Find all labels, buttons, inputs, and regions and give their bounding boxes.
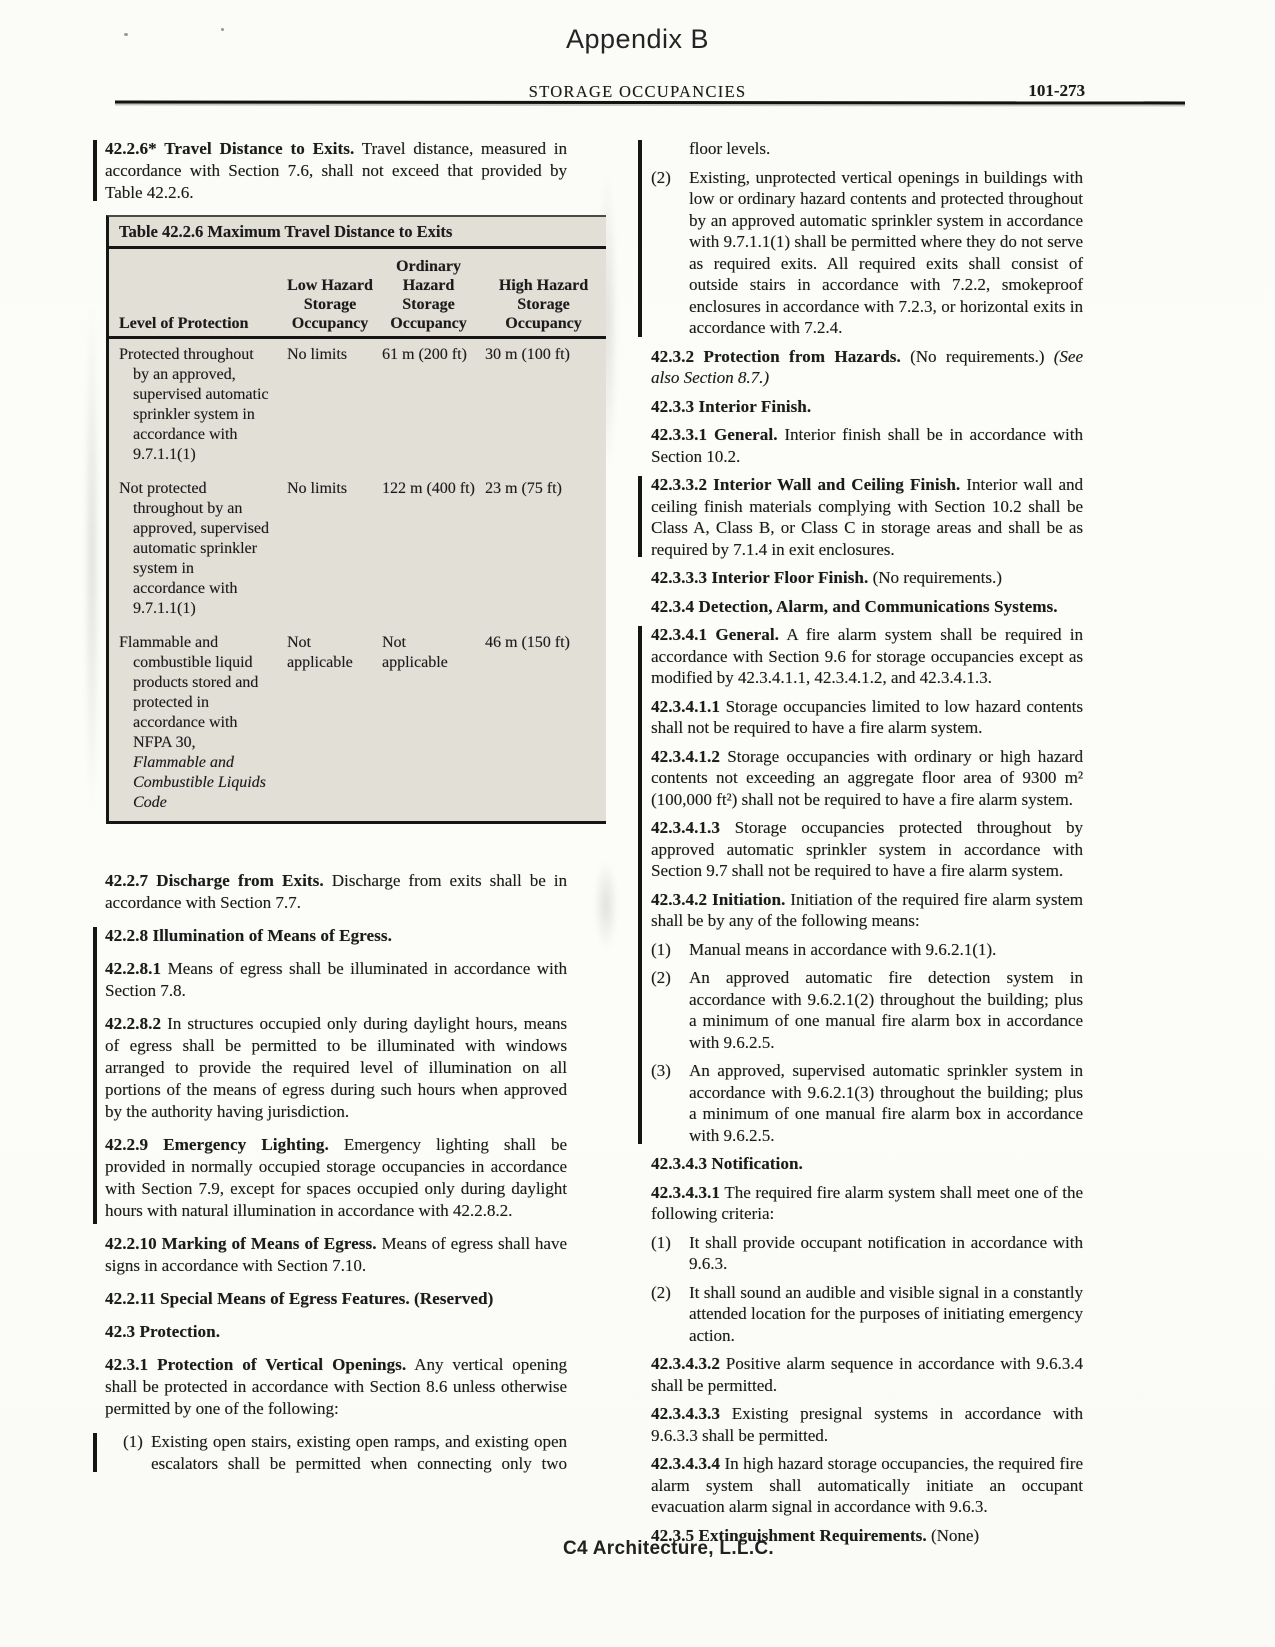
- section-head: 42.2.6* Travel Distance to Exits.: [105, 139, 355, 158]
- section-body: (No requirements.): [910, 346, 1045, 366]
- section-42-3-4-3-4: [651, 1453, 1083, 1518]
- running-header-title: STORAGE OCCUPANCIES: [528, 82, 747, 101]
- section-head: 42.2.8.2: [105, 1014, 162, 1033]
- section-42-3-3: [651, 396, 1083, 418]
- cell-low-hazard: Not applicable: [287, 634, 353, 671]
- cell-level-of-protection: [109, 479, 279, 619]
- section-head: 42.3.4.1 General.: [651, 625, 779, 644]
- change-block: [105, 925, 567, 1233]
- footer-credit: C4 Architecture, L.L.C.: [562, 1538, 774, 1559]
- table-title: Table 42.2.6 Maximum Travel Distance to Exits: [109, 217, 606, 249]
- col-header-level-of-protection: Level of Protection: [119, 315, 249, 332]
- list-number: (2): [651, 968, 671, 987]
- col-header-low-hazard: Low Hazard Storage Occupancy: [287, 277, 373, 332]
- change-block: [651, 138, 1083, 346]
- cell-level-of-protection: [109, 633, 279, 813]
- section-body: Storage occupancies with ordinary or high hazard contents not exceeding an aggregate floor area of 9300 m² (100,000 ft²) shall not be required to have a fire alarm system.: [651, 746, 1083, 809]
- list-number: (1): [651, 939, 671, 959]
- change-block: [651, 624, 1083, 1153]
- section-42-3-4-1-2: [651, 746, 1083, 811]
- section-body: Existing presignal systems in accordance with 9.6.3.3 shall be permitted.: [651, 1404, 1084, 1445]
- section-42-3-4-3-3: [651, 1403, 1083, 1446]
- left-column: [105, 138, 589, 1553]
- cell-ordinary-hazard: 122 m (400 ft): [382, 480, 475, 497]
- section-body: Emergency lighting shall be provided in normally occupied storage occupancies in accordance with Section 7.9, except for spaces occupied only during daylight hours with natural illumination in accordance with 42.2.8.2.: [105, 1135, 567, 1220]
- cell-high-hazard: 23 m (75 ft): [485, 480, 562, 497]
- see-also-note: (See also Section 8.7.): [651, 346, 1084, 387]
- list-number: (2): [651, 167, 671, 187]
- section-42-2-10: [105, 1233, 567, 1277]
- section-body: Positive alarm sequence in accordance with 9.6.3.4 shall be permitted.: [651, 1354, 1083, 1395]
- section-head: 42.2.8 Illumination of Means of Egress.: [105, 926, 392, 945]
- section-body: Any vertical opening shall be protected in accordance with Section 8.6 unless otherwise permitted by one of the following:: [105, 1355, 568, 1418]
- list-continuation: floor levels.: [689, 139, 771, 158]
- section-head: 42.3.4.1.3: [651, 818, 720, 837]
- section-42-3-4-1-1: [651, 696, 1083, 739]
- section-body: (Reserved): [413, 1289, 494, 1308]
- list-item-1: [105, 1431, 567, 1475]
- section-42-2-8: [105, 925, 567, 947]
- section-body: Means of egress shall have signs in accordance with Section 7.10.: [105, 1234, 568, 1275]
- cell-level-of-protection: [109, 345, 279, 465]
- section-head: 42.3.4.2 Initiation.: [651, 889, 786, 909]
- section-head: 42.3.1 Protection of Vertical Openings.: [105, 1355, 407, 1374]
- section-42-3-4-1: [651, 624, 1083, 689]
- section-body: Discharge from exits shall be in accordance with Section 7.7.: [105, 871, 568, 912]
- section-42-3: [105, 1321, 567, 1343]
- section-head: 42.2.10 Marking of Means of Egress.: [105, 1234, 377, 1253]
- list-number: (2): [651, 1282, 671, 1302]
- section-head: 42.2.11 Special Means of Egress Features.: [105, 1289, 410, 1308]
- section-body: A fire alarm system shall be required in accordance with Section 9.6 for storage occupancies except as modified by 42.3.4.1.1, 42.3.4.1.2, and 42.3.4.1.3.: [651, 625, 1083, 687]
- section-body: Interior finish shall be in accordance with Section 10.2.: [651, 425, 1084, 466]
- right-column: [651, 138, 1083, 1553]
- section-42-3-4-1-3: [651, 817, 1083, 882]
- section-body: In structures occupied only during daylight hours, means of egress shall be permitted to be illuminated with windows arranged to provide the required level of illumination on all portions of the means of egress during such hours when approved by the authority having jurisdiction.: [105, 1014, 568, 1121]
- section-42-2-8-1: [105, 958, 567, 1002]
- section-42-3-1: [105, 1354, 567, 1420]
- section-head: 42.2.8.1: [105, 959, 162, 978]
- cell-ordinary-hazard: 61 m (200 ft): [382, 346, 467, 363]
- col-header-high-hazard: High Hazard Storage Occupancy: [498, 277, 589, 332]
- section-head: 42.3.4.3 Notification.: [651, 1154, 803, 1173]
- section-head: 42.3.4.3.3: [651, 1404, 720, 1423]
- section-42-2-6: [105, 138, 567, 204]
- list-text: Existing, unprotected vertical openings in buildings with low or ordinary hazard contents and protected throughout by an approved automatic sprinkler system in accordance with 9.7.1.1(1) shall be permitted where they do not serve as required exits. All required exits shall consist of outside stairs in accordance with 7.2.2, smokeproof enclosures in accordance with 7.2.3, or horizontal exits in accordance with 7.2.4.: [689, 167, 1083, 337]
- list-number: (1): [123, 1432, 143, 1451]
- section-head: 42.3.3.2 Interior Wall and Ceiling Finish.: [651, 475, 961, 494]
- list-text: An approved automatic fire detection system in accordance with 9.6.2.1(2) throughout the building; plus a minimum of one manual fire alarm box in accordance with 9.6.2.5.: [689, 968, 1083, 1052]
- col-header-ordinary-hazard: Ordinary Hazard Storage Occupancy: [390, 258, 467, 332]
- cell-low-hazard: No limits: [287, 480, 348, 497]
- list-text: Manual means in accordance with 9.6.2.1(1).: [689, 939, 997, 959]
- section-body: (No requirements.): [872, 568, 1002, 587]
- section-head: 42.2.7 Discharge from Exits.: [105, 871, 324, 890]
- section-42-3-4-3-1: [651, 1182, 1083, 1225]
- section-42-2-9: [105, 1134, 567, 1222]
- section-42-3-4-3-2: [651, 1353, 1083, 1396]
- section-42-3-3-3: [651, 567, 1083, 589]
- cell-text: Flammable and combustible liquid products stored and protected in accordance with NFPA 30,: [119, 634, 259, 751]
- section-42-2-11: [105, 1288, 567, 1310]
- two-column-body: [105, 138, 1083, 1553]
- list-text: An approved, supervised automatic sprinkler system in accordance with 9.6.2.1(3) throughout the building; plus a minimum of one manual fire alarm box in accordance with 9.6.2.5.: [689, 1061, 1083, 1145]
- section-head: 42.3 Protection.: [105, 1322, 221, 1341]
- section-head: 42.3.5 Extinguishment Requirements.: [651, 1525, 927, 1545]
- list-item-2: [651, 167, 1083, 339]
- section-42-3-2: [651, 346, 1083, 389]
- section-body: Interior wall and ceiling finish materials complying with Section 10.2 shall be Class A, Class B, or Class C in storage areas and shall be as required by 7.1.4 in exit enclosures.: [651, 475, 1084, 559]
- section-body: Travel distance, measured in accordance with Section 7.6, shall not exceed that provided by Table 42.2.6.: [105, 139, 567, 202]
- cell-ordinary-hazard: Not applicable: [382, 634, 448, 671]
- section-42-3-4-3: [651, 1153, 1083, 1175]
- table-header-row: [109, 249, 606, 339]
- cell-text: Protected throughout by an approved, supervised automatic sprinkler system in accordance with 9.7.1.1(1): [119, 346, 269, 463]
- section-body: The required fire alarm system shall meet one of the following criteria:: [651, 1182, 1083, 1223]
- section-body: Storage occupancies limited to low hazard contents shall not be required to have a fire alarm system.: [651, 696, 1083, 737]
- cell-high-hazard: 30 m (100 ft): [485, 346, 570, 363]
- notification-item-2: [651, 1282, 1083, 1347]
- section-head: 42.3.4.1.1: [651, 696, 720, 716]
- section-head: 42.3.4.1.2: [651, 746, 720, 766]
- section-head: 42.3.4.3.2: [651, 1354, 720, 1373]
- section-head: 42.3.4 Detection, Alarm, and Communications Systems.: [651, 596, 1058, 616]
- section-body: Storage occupancies protected throughout by approved automatic sprinkler system in accordance with Section 9.7 shall not be required to have a fire alarm system.: [651, 818, 1083, 880]
- section-42-2-7: [105, 870, 567, 914]
- list-number: (1): [651, 1232, 671, 1252]
- table-42-2-6: [106, 215, 606, 824]
- cell-text: Not protected throughout by an approved, supervised automatic sprinkler system in accordance with 9.7.1.1(1): [119, 480, 269, 617]
- list-number: (3): [651, 1061, 671, 1080]
- header-rule: [115, 101, 1185, 105]
- table-row-protected: [109, 339, 606, 473]
- section-head: 42.3.3.3 Interior Floor Finish.: [651, 568, 869, 587]
- section-42-2-8-2: [105, 1013, 567, 1123]
- appendix-title: Appendix B: [565, 24, 710, 54]
- section-head: 42.3.3 Interior Finish.: [651, 396, 812, 416]
- section-body: (None): [930, 1525, 980, 1545]
- notification-item-1: [651, 1232, 1083, 1275]
- page-number: 101-273: [1028, 81, 1085, 100]
- section-42-3-3-1: [651, 424, 1083, 467]
- cell-text-italic: Flammable and Combustible Liquids Code: [133, 754, 266, 811]
- section-body: Means of egress shall be illuminated in accordance with Section 7.8.: [105, 959, 567, 1000]
- section-42-3-4-2: [651, 889, 1083, 932]
- scan-blotch: [84, 300, 100, 820]
- initiation-item-1: [651, 939, 1083, 961]
- section-head: 42.3.4.3.4: [651, 1454, 720, 1473]
- section-42-3-3-2: [651, 474, 1083, 560]
- initiation-item-2: [651, 967, 1083, 1053]
- table-row-not-protected: [109, 473, 606, 627]
- section-42-3-4: [651, 596, 1083, 618]
- section-head: 42.3.4.3.1: [651, 1182, 720, 1202]
- section-head: 42.2.9 Emergency Lighting.: [105, 1135, 329, 1154]
- list-text: Existing open stairs, existing open ramps, and existing open escalators shall be permitted when connecting only two: [151, 1432, 567, 1473]
- initiation-item-3: [651, 1060, 1083, 1146]
- cell-high-hazard: 46 m (150 ft): [485, 634, 570, 651]
- section-body: In high hazard storage occupancies, the required fire alarm system shall automatically initiate an occupant evacuation alarm signal in accordance with 9.6.3.: [651, 1454, 1084, 1516]
- table-row-flammable: [109, 627, 606, 821]
- list-text: It shall sound an audible and visible signal in a constantly attended location for the purposes of initiating emergency action.: [689, 1282, 1083, 1345]
- list-text: It shall provide occupant notification in accordance with 9.6.3.: [689, 1232, 1083, 1273]
- section-body: Initiation of the required fire alarm system shall be by any of the following means:: [651, 889, 1083, 930]
- cell-low-hazard: No limits: [287, 346, 348, 363]
- section-head: 42.3.3.1 General.: [651, 425, 778, 444]
- section-head: 42.3.2 Protection from Hazards.: [651, 346, 901, 366]
